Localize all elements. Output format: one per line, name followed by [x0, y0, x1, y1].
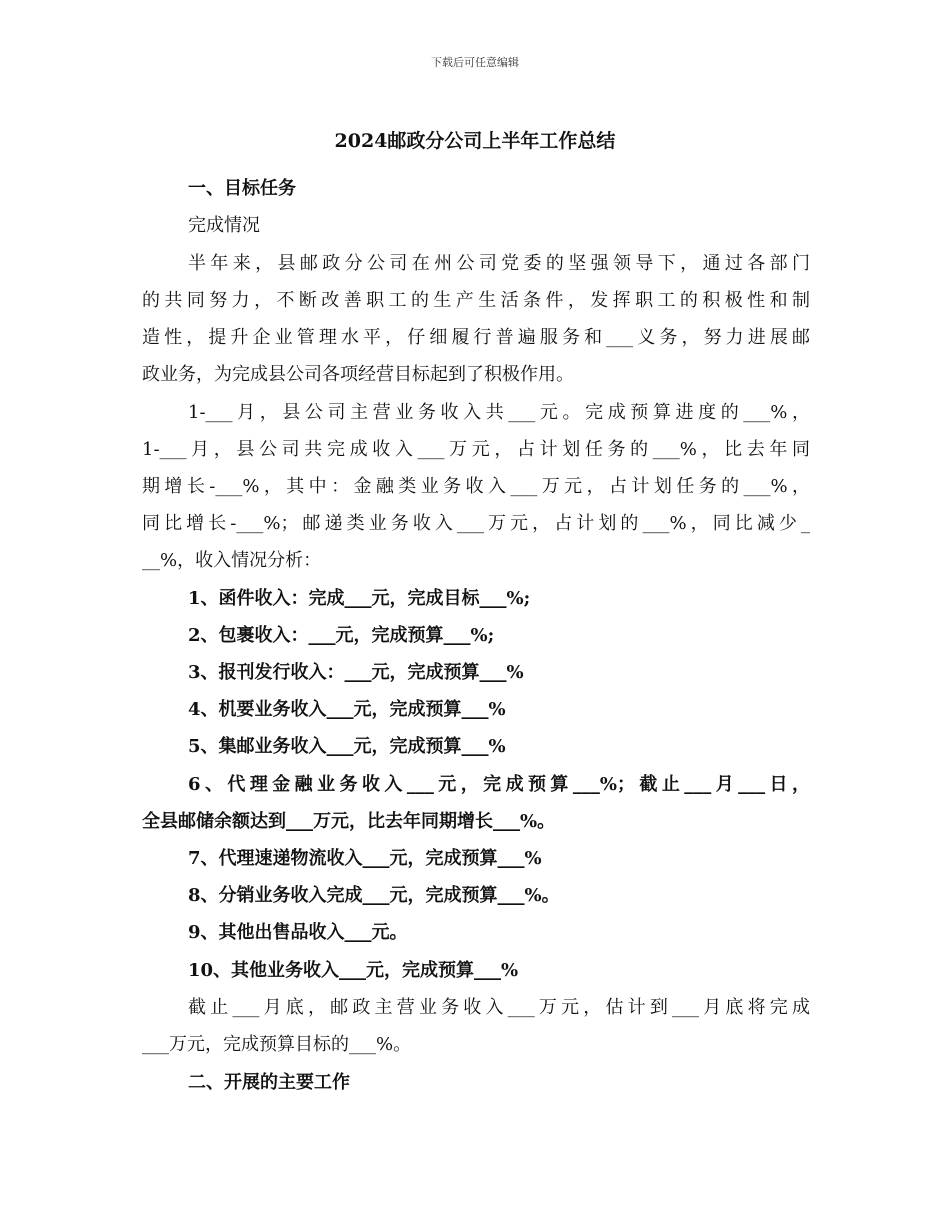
list-item: 4、机要业务收入___元，完成预算___% — [188, 699, 506, 720]
document-title: 2024邮政分公司上半年工作总结 — [334, 130, 616, 152]
paragraph-line: 截止___月底，邮政主营业务收入___万元，估计到___月底将完成 — [188, 997, 810, 1018]
list-item: 2、包裹收入：___元，完成预算___%; — [188, 625, 495, 646]
paragraph-line: 的共同努力，不断改善职工的生产生活条件，发挥职工的积极性和制 — [142, 290, 810, 311]
list-item: 1、函件收入：完成___元，完成目标___%; — [188, 588, 531, 609]
list-item: 5、集邮业务收入___元，完成预算___% — [188, 736, 506, 757]
list-item: 7、代理速递物流收入___元，完成预算___% — [188, 848, 542, 869]
list-item: 全县邮储余额达到___万元，比去年同期增长___%。 — [142, 811, 556, 832]
section-heading-main-work: 二、开展的主要工作 — [188, 1072, 350, 1093]
paragraph-line: ___万元，完成预算目标的___%。 — [142, 1034, 412, 1055]
list-item: 8、分销业务收入完成___元，完成预算___%。 — [188, 885, 560, 906]
section-heading-targets: 一、目标任务 — [188, 178, 296, 199]
list-item: 3、报刊发行收入：___元，完成预算___% — [188, 662, 524, 683]
paragraph-line: 半年来，县邮政分公司在州公司党委的坚强领导下，通过各部门 — [188, 253, 810, 274]
paragraph-line: 同比增长-___%；邮递类业务收入___万元，占计划的___%，同比减少_ — [142, 513, 810, 534]
list-item: 9、其他出售品收入___元。 — [188, 922, 408, 943]
page-header-note: 下载后可任意编辑 — [431, 56, 519, 69]
list-item: 6、代理金融业务收入___元，完成预算___%；截止___月___日， — [188, 774, 810, 795]
paragraph-line: __%，收入情况分析： — [142, 550, 322, 571]
list-item: 10、其他业务收入___元，完成预算___% — [188, 960, 519, 981]
paragraph-line: 1-___月，县公司共完成收入___万元，占计划任务的___%，比去年同 — [142, 439, 810, 460]
paragraph-line: 政业务，为完成县公司各项经营目标起到了积极作用。 — [142, 364, 574, 385]
subheading-completion: 完成情况 — [188, 215, 260, 236]
paragraph-line: 1-___月，县公司主营业务收入共___元。完成预算进度的___%， — [188, 402, 810, 423]
paragraph-line: 期增长-___%，其中：金融类业务收入___万元，占计划任务的___%， — [142, 476, 810, 497]
paragraph-line: 造性，提升企业管理水平，仔细履行普遍服务和___义务，努力进展邮 — [142, 327, 810, 348]
